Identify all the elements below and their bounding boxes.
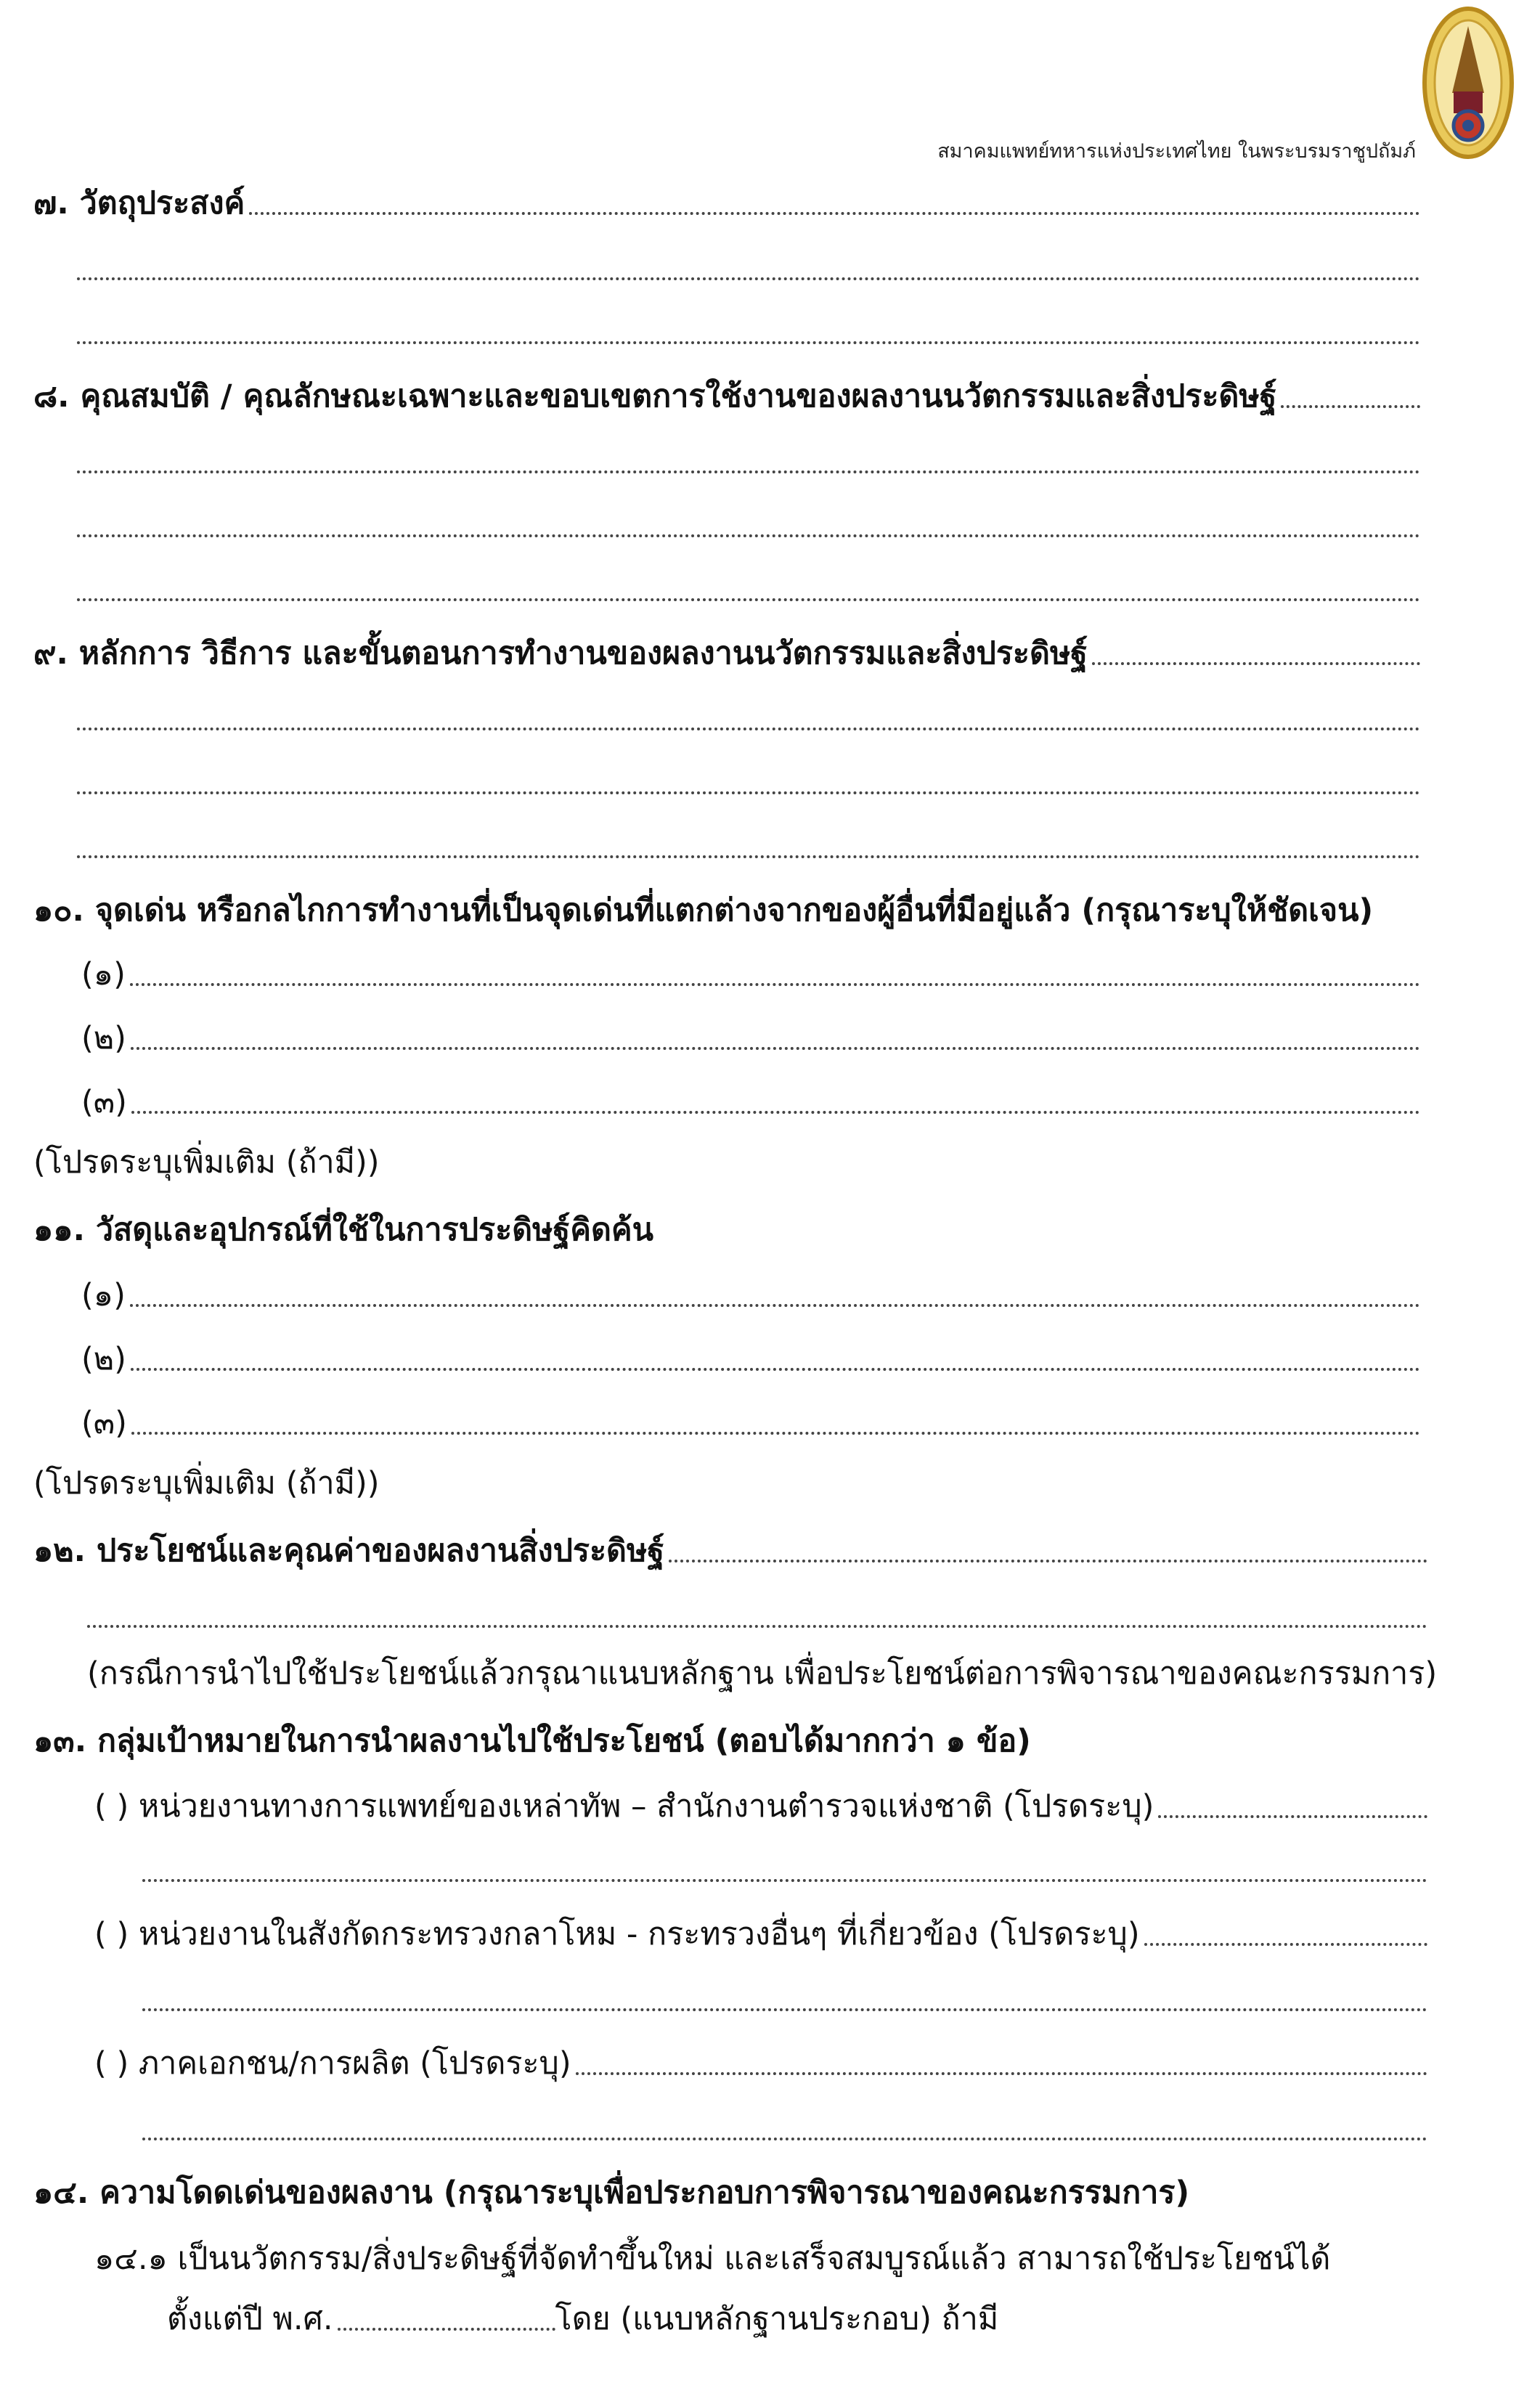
target-option-field[interactable] xyxy=(1158,1815,1427,1818)
material-item-field[interactable] xyxy=(130,1304,1420,1307)
section-9-title: ๙. หลักการ วิธีการ และขั้นตอนการทำงานของผลงานนวัตกรรมและสิ่งประดิษฐ์ xyxy=(33,635,1088,672)
target-option-defense-ministry[interactable] xyxy=(94,1904,1427,1955)
benefits-row xyxy=(33,1520,1427,1571)
material-item-label: (๓) xyxy=(81,1405,127,1441)
excellence-heading xyxy=(33,2162,1427,2213)
highlights-note: (โปรดระบุเพิ่มเติม (ถ้ามี)) xyxy=(33,1144,380,1181)
highlight-item-field[interactable] xyxy=(130,983,1420,986)
properties-row xyxy=(33,366,1420,417)
organization-name: สมาคมแพทย์ทหารแห่งประเทศไทย ในพระบรมราชูปถัมภ์ xyxy=(937,140,1416,163)
objective-row xyxy=(33,173,1420,224)
material-item-field[interactable] xyxy=(131,1432,1420,1435)
target-option-label[interactable]: ( ) ภาคเอกชน/การผลิต (โปรดระบุ) xyxy=(94,2045,571,2082)
highlight-item-field[interactable] xyxy=(131,1111,1420,1114)
target-option-field[interactable] xyxy=(576,2072,1427,2075)
properties-field-line[interactable] xyxy=(77,559,1420,610)
evidence-note: โดย (แนบหลักฐานประกอบ) ถ้ามี xyxy=(555,2301,999,2337)
principles-field-line[interactable] xyxy=(77,688,1420,739)
highlight-item-label: (๑) xyxy=(81,956,126,993)
section-11-title: ๑๑. วัสดุและอุปกรณ์ที่ใช้ในการประดิษฐ์คิดค้น xyxy=(33,1212,654,1248)
target-option-label[interactable]: ( ) หน่วยงานทางการแพทย์ของเหล่าทัพ – สำนักงานตำรวจแห่งชาติ (โปรดระบุ) xyxy=(94,1788,1154,1825)
benefits-note: (กรณีการนำไปใช้ประโยชน์แล้วกรุณาแนบหลักฐาน เพื่อประโยชน์ต่อการพิจารณาของคณะกรรมการ) xyxy=(87,1655,1438,1692)
highlight-item-label: (๒) xyxy=(81,1020,126,1056)
principles-field-line[interactable] xyxy=(77,816,1420,867)
material-item xyxy=(81,1265,1420,1316)
excellence-item-1: ๑๔.๑ เป็นนวัตกรรม/สิ่งประดิษฐ์ที่จัดทำขึ้นใหม่ และเสร็จสมบูรณ์แล้ว สามารถใช้ประโยชน์ได้ xyxy=(94,2241,1331,2277)
section-10-title: ๑๐. จุดเด่น หรือกลไกการทำงานที่เป็นจุดเด่นที่แตกต่างจากของผู้อื่นที่มีอยู่แล้ว (กรุณาระบุให้ชัดเจน) xyxy=(33,892,1374,929)
highlight-item-field[interactable] xyxy=(131,1047,1420,1050)
target-option-field[interactable] xyxy=(1144,1943,1427,1946)
target-option-military-medical[interactable] xyxy=(94,1776,1427,1827)
target-option-label[interactable]: ( ) หน่วยงานในสังกัดกระทรวงกลาโหม - กระทรวงอื่นๆ ที่เกี่ยวข้อง (โปรดระบุ) xyxy=(94,1916,1140,1952)
materials-heading xyxy=(33,1199,1420,1250)
materials-note: (โปรดระบุเพิ่มเติม (ถ้ามี)) xyxy=(33,1465,380,1502)
properties-field-line[interactable] xyxy=(77,431,1420,482)
highlight-item xyxy=(81,944,1420,995)
section-7-title: ๗. วัตถุประสงค์ xyxy=(33,185,245,221)
highlight-item xyxy=(81,1072,1420,1122)
section-14-title: ๑๔. ความโดดเด่นของผลงาน (กรุณาระบุเพื่อประกอบการพิจารณาของคณะกรรมการ) xyxy=(33,2175,1190,2211)
properties-field-line[interactable] xyxy=(77,495,1420,546)
target-option-field-line[interactable] xyxy=(142,2098,1427,2149)
objective-field-line[interactable] xyxy=(77,302,1420,353)
objective-field[interactable] xyxy=(249,212,1420,215)
material-item-label: (๑) xyxy=(81,1277,126,1313)
principles-field-line[interactable] xyxy=(77,752,1420,803)
principles-field[interactable] xyxy=(1092,662,1420,665)
benefits-field[interactable] xyxy=(669,1560,1427,1562)
section-13-title: ๑๓. กลุ่มเป้าหมายในการนำผลงานไปใช้ประโยชน์ (ตอบได้มากกว่า ๑ ข้อ) xyxy=(33,1723,1031,1759)
highlight-item xyxy=(81,1008,1420,1059)
material-item-label: (๒) xyxy=(81,1341,126,1377)
properties-field[interactable] xyxy=(1281,405,1420,408)
section-12-title: ๑๒. ประโยชน์และคุณค่าของผลงานสิ่งประดิษฐ์ xyxy=(33,1533,665,1569)
material-item-field[interactable] xyxy=(131,1368,1420,1371)
benefits-field-line[interactable] xyxy=(87,1586,1427,1637)
excellence-year-row xyxy=(167,2289,1038,2339)
association-seal-icon xyxy=(1422,6,1515,160)
objective-field-line[interactable] xyxy=(77,238,1420,289)
target-option-field-line[interactable] xyxy=(142,1969,1427,2020)
material-item xyxy=(81,1393,1420,1443)
target-option-private-sector[interactable] xyxy=(94,2033,1427,2084)
target-groups-heading xyxy=(33,1711,1427,1761)
highlights-heading xyxy=(33,880,1420,931)
highlight-item-label: (๓) xyxy=(81,1084,127,1120)
material-item xyxy=(81,1329,1420,1380)
principles-row xyxy=(33,623,1420,674)
year-field[interactable] xyxy=(338,2328,555,2331)
target-option-field-line[interactable] xyxy=(142,1840,1427,1891)
year-label: ตั้งแต่ปี พ.ศ. xyxy=(167,2301,333,2337)
section-8-title: ๘. คุณสมบัติ / คุณลักษณะเฉพาะและขอบเขตการใช้งานของผลงานนวัตกรรมและสิ่งประดิษฐ์ xyxy=(33,378,1277,415)
